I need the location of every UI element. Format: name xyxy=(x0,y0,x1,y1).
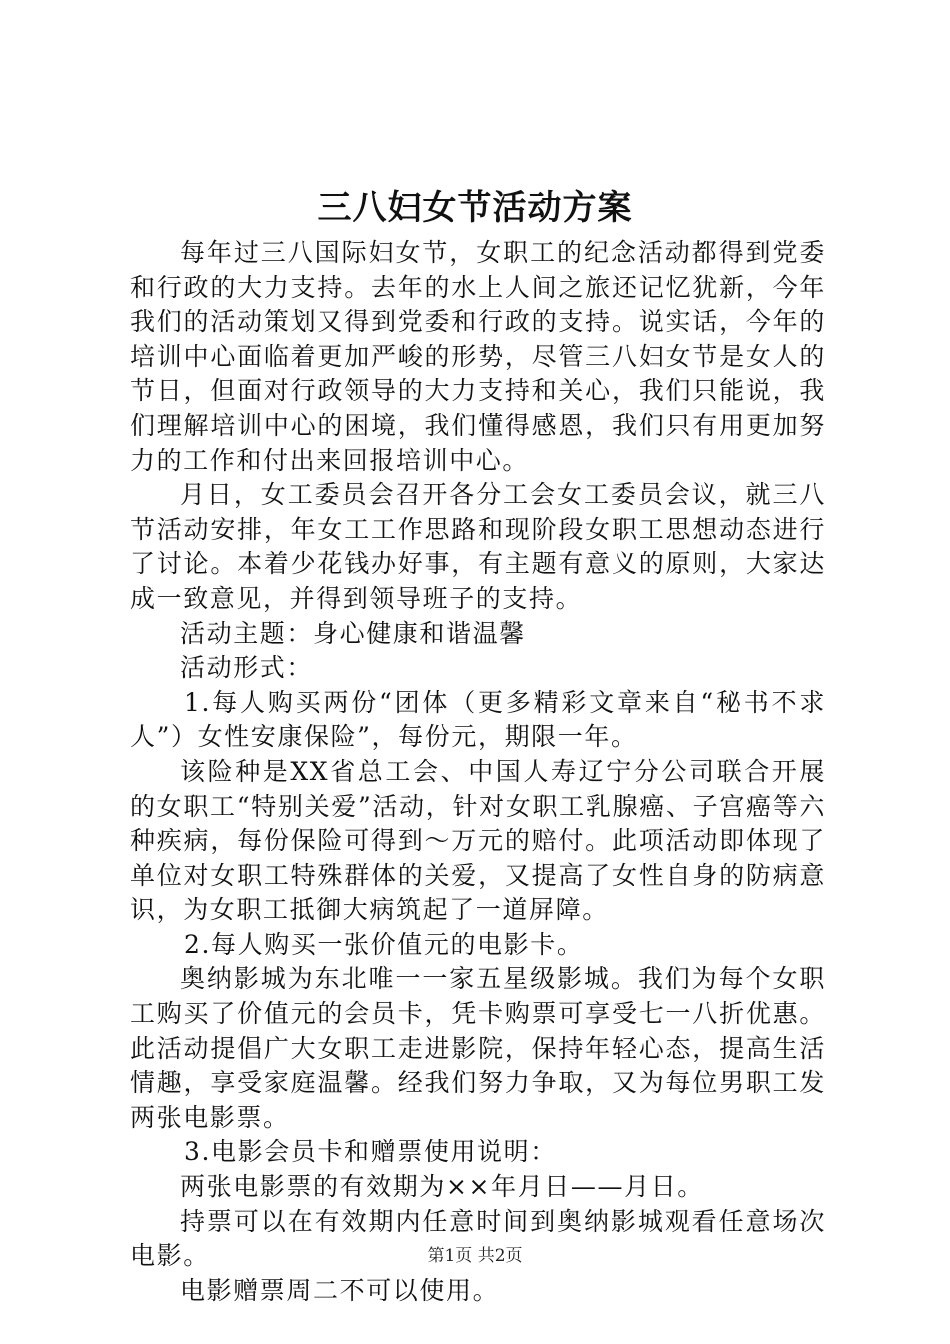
paragraph-theme: 活动主题：身心健康和谐温馨 xyxy=(180,618,526,648)
paragraph-item-3: 3.电影会员卡和赠票使用说明： xyxy=(184,1137,557,1167)
paragraph-usage: 持票可以在有效期内任意时间到奥纳影城观看任意场次电影。 xyxy=(130,1206,826,1271)
paragraph-insurance-detail: 该险种是XX省总工会、中国人寿辽宁分公司联合开展的女职工“特别关爱”活动，针对女职工乳腺癌、子宫癌等六种疾病，每份保险可得到～万元的赔付。此项活动即体现了单位对女职工特殊群体的关爱，又提高了女性自身的防病意识，为女职工抵御大病筑起了一道屏障。 xyxy=(130,756,826,925)
paragraph-cinema-detail: 奥纳影城为东北唯一一家五星级影城。我们为每个女职工购买了价值元的会员卡，凭卡购票可享受七一八折优惠。此活动提倡广大女职工走进影院，保持年轻心态，提高生活情趣，享受家庭温馨。经我们努力争取，又为每位男职工发两张电影票。 xyxy=(130,964,826,1132)
paragraph-format-heading: 活动形式： xyxy=(180,653,314,683)
paragraph-item-2: 2.每人购买一张价值元的电影卡。 xyxy=(184,929,584,959)
paragraph-item-1: 1.每人购买两份“团体（更多精彩文章来自“秘书不求人”）女性安康保险”，每份元，期限一年。 xyxy=(130,687,826,752)
document-body xyxy=(130,236,826,1308)
paragraph-restriction: 电影赠票周二不可以使用。 xyxy=(180,1275,500,1305)
page-number-footer: 第1页 共2页 xyxy=(427,1246,523,1266)
document-title: 三八妇女节活动方案 xyxy=(317,188,633,228)
paragraph-meeting: 月日，女工委员会召开各分工会女工委员会议，就三八节活动安排，年女工工作思路和现阶段女职工思想动态进行了讨论。本着少花钱办好事，有主题有意义的原则，大家达成一致意见，并得到领导班子的支持。 xyxy=(130,480,826,613)
paragraph-intro: 每年过三八国际妇女节，女职工的纪念活动都得到党委和行政的大力支持。去年的水上人间之旅还记忆犹新，今年我们的活动策划又得到党委和行政的支持。说实话，今年的培训中心面临着更加严峻的形势，尽管三八妇女节是女人的节日，但面对行政领导的大力支持和关心，我们只能说，我们理解培训中心的困境，我们懂得感恩，我们只有用更加努力的工作和付出来回报培训中心。 xyxy=(130,238,826,475)
paragraph-validity: 两张电影票的有效期为××年月日——月日。 xyxy=(180,1172,704,1202)
